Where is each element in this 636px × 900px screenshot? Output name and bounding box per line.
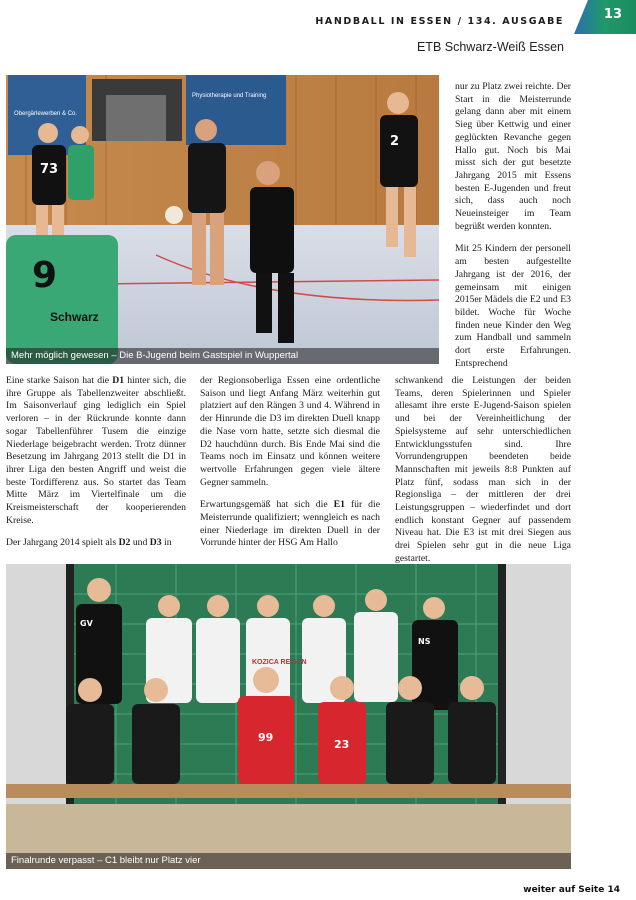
player-black-right: [250, 161, 294, 343]
paragraph: der Regionsoberliga Essen eine ordentliche Saison und liegt Anfang März weiterhin gut platziert auf den Rängen 3 und 4. Während in der Hinrunde die D3 im direkten Duell knapp die Nase vorn hatte, setzte sich diesmal die D2 hauchdünn durch. Bis Ende Mai sind die Teams noch im Einsatz und können weitere wertvolle Erfahrungen gegen viele ältere Gegner sammeln.: [200, 375, 380, 488]
team-name: D3: [149, 537, 162, 549]
banner-left-text: Obergärlewerben & Co.: [14, 111, 78, 117]
text-run: für die Meisterrunde qualifiziert; wenngleich es nach einer Niederlage im direkten Duell in der Vorrunde hinter der HSG Am Hallo: [200, 499, 380, 549]
paragraph-e1: [200, 499, 380, 550]
paragraph: Mit 25 Kindern der personell am besten aufgestellte Jahrgang ist der 2016, der gemeinsam mit einigen 2015er Mädels die E2 und E3 bildet. Woche für Woche finden neue Kinder den Weg zum Handball und sammeln dort erste Erfahrungen. Entsprechend: [455, 243, 571, 369]
team-name: D1: [112, 375, 125, 386]
photo-c1-team: [6, 564, 571, 869]
svg-text:GV: GV: [80, 619, 93, 628]
svg-text:Schwarz: Schwarz: [50, 310, 99, 324]
club-name: ETB Schwarz-Weiß Essen: [416, 40, 564, 54]
paragraph: schwankend die Leistungen der beiden Teams, deren Spielerinnen und Spieler allesamt ihre erste E-Jugend-Saison spielen und bei der Vereinheitlichung der Spielsysteme auf sehr unterschiedlichen Entwicklungsstufen sind. Ihre Vorrundengruppen beendeten beide Mannschaften mit jeweils 8:8 Punkten auf Platz fünf, sodass man sich in der Regionsliga – der mittleren der drei Leistungsgruppen – wiederfindet und dort endlich konstant Gegner auf passendem Niveau hat. Die E3 ist mit drei Siegen aus drei Spielen sehr gut in die neue Liga gestartet.: [395, 375, 571, 564]
team-name: D2: [118, 537, 131, 549]
article-column-2: [200, 375, 380, 560]
magazine-issue-title: HANDBALL IN ESSEN / 134. AUSGABE: [315, 16, 564, 27]
handball-match-illustration: [6, 75, 439, 364]
svg-text:9: 9: [32, 255, 58, 296]
paragraph: nur zu Platz zwei reichte. Der Start in die Meisterrunde gelang dann aber mit einem Sieg über Kettwig und einer geglückten Revanche gegen Hallo gut. Noch bis Mai misst sich der gut besetzte Jahrgang 2015 mit Essens besten E-Jugenden und freut sich, dass auch noch Neueinsteiger im Team begrüßt werden konnten.: [455, 81, 571, 232]
photo-caption-bottom: Finalrunde verpasst – C1 bleibt nur Platz vier: [6, 853, 571, 869]
text-run: und: [130, 537, 150, 549]
text-run: Erwartungsgemäß hat sich die: [200, 499, 334, 511]
text-run: Der Jahrgang 2014 spielt als: [6, 537, 119, 549]
banner-right-text: Physiotherapie und Training: [192, 93, 267, 99]
svg-text:2: 2: [390, 134, 400, 149]
paragraph-d1: [6, 375, 186, 527]
player-green-9-front: [6, 235, 118, 364]
photo-caption-top: Mehr möglich gewesen – Die B-Jugend beim Gastspiel in Wuppertal: [6, 348, 439, 364]
svg-text:23: 23: [334, 738, 350, 751]
article-column-1: [6, 375, 186, 560]
svg-text:73: 73: [40, 162, 59, 177]
svg-text:NS: NS: [418, 637, 431, 646]
page-number-badge: [574, 0, 636, 34]
text-run: in: [161, 537, 172, 549]
svg-text:99: 99: [258, 731, 274, 744]
article-column-3: [395, 375, 571, 576]
page-number: 13: [603, 7, 622, 22]
sponsor-text: KOZICA REISEN: [252, 659, 307, 666]
text-run: hinter sich, die ihre Gruppe als Tabellenzweiter abschließt. Im Saisonverlauf ging lediglich ein Spiel verloren – in der Rückrunde konnte dann sogar Tabellenführer Tusem die einzige Niederlage beigebracht werden. Trotz dünner Besetzung im Jahrgang 2013 stellt die D1 in ihrer Liga den besten Angriff und weist die beste Tordifferenz aus. So startet das Team Mitte März im Viertelfinale um die Kreismeisterschaft der kooperierenden Kreise.: [6, 375, 186, 526]
team-name: E1: [333, 499, 345, 511]
article-column-right-top: [455, 81, 571, 370]
photo-b-jugend-wuppertal: [6, 75, 439, 364]
continue-link[interactable]: weiter auf Seite 14: [523, 885, 620, 895]
paragraph-d2-d3: [6, 537, 186, 550]
team-photo-illustration: [6, 564, 571, 869]
bench: [6, 784, 571, 798]
text-run: Eine starke Saison hat die: [6, 375, 113, 386]
